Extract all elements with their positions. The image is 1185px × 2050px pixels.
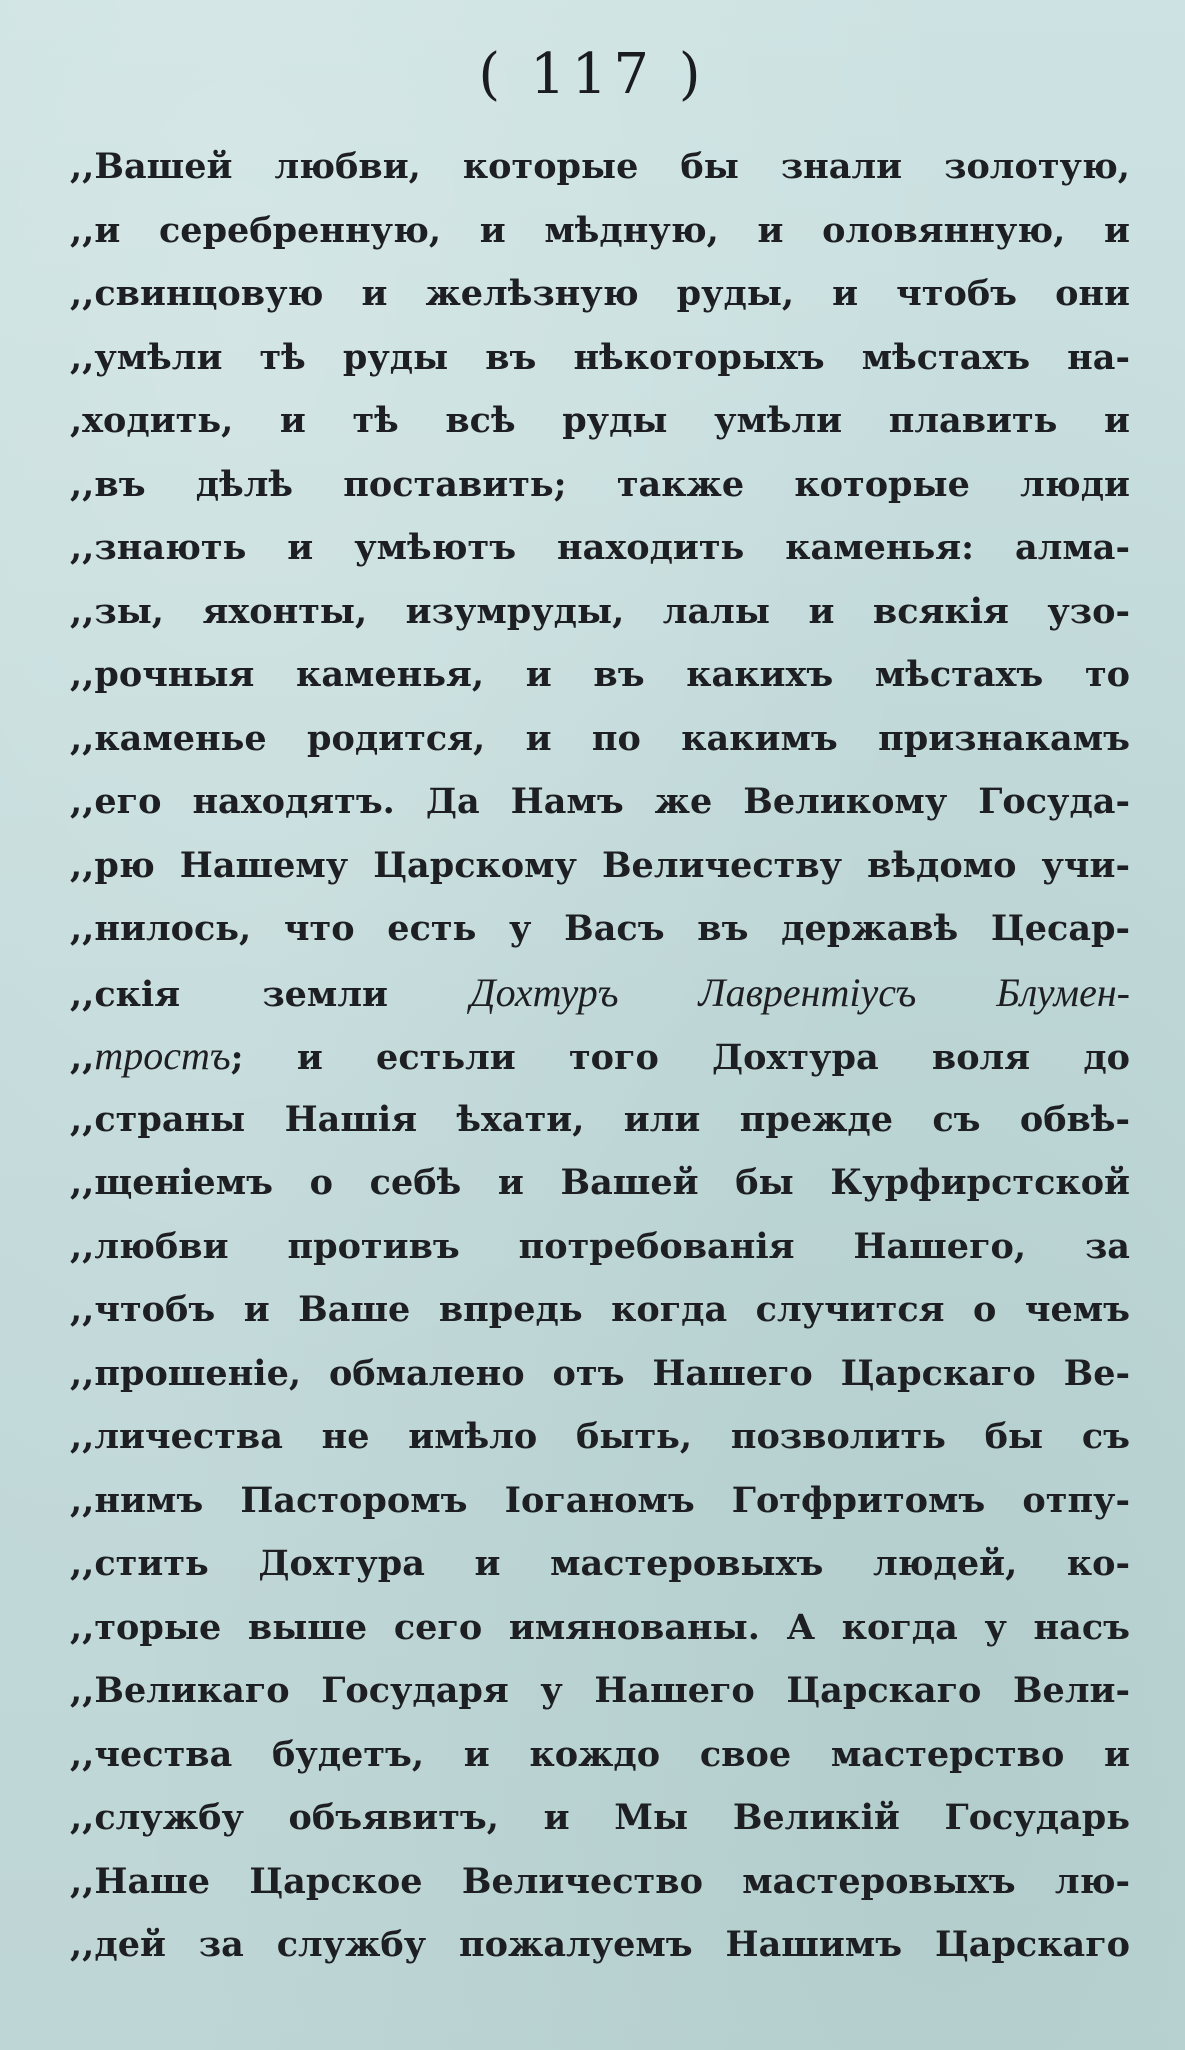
text-line-content: ,ходить, и тѣ всѣ руды умѣли плавить и bbox=[70, 400, 1130, 441]
text-line-content: ,,и серебренную, и мѣдную, и оловянную, и bbox=[70, 209, 1130, 251]
text-line-content: ,,личества не имѣло быть, позволить бы съ bbox=[70, 1416, 1130, 1457]
text-line bbox=[70, 770, 1130, 834]
text-line-content: ,,Наше Царское Величество мастеровыхъ лю- bbox=[70, 1860, 1130, 1902]
text-line bbox=[70, 453, 1130, 517]
text-line bbox=[70, 516, 1130, 580]
text-line-content: ,,нимъ Пасторомъ Іоганомъ Готфритомъ отпу- bbox=[70, 1479, 1130, 1521]
text-line bbox=[70, 1723, 1130, 1787]
text-line bbox=[70, 580, 1130, 644]
text-line bbox=[70, 389, 1130, 453]
text-line bbox=[70, 199, 1130, 263]
text-line bbox=[70, 1659, 1130, 1723]
text-line-content: ,,рю Нашему Царскому Величеству вѣдомо учи- bbox=[70, 844, 1130, 886]
text-line bbox=[70, 897, 1130, 961]
text-line-content: ,,стить Дохтура и мастеровыхъ людей, ко- bbox=[70, 1543, 1130, 1584]
text-line bbox=[70, 1913, 1130, 1977]
text-line-content: ,,Вашей любви, которые бы знали золотую, bbox=[70, 146, 1130, 187]
text-line bbox=[70, 1469, 1130, 1533]
text-line bbox=[70, 1151, 1130, 1215]
text-line-content: ,,любви противъ потребованія Нашего, за bbox=[70, 1225, 1130, 1267]
text-line bbox=[70, 643, 1130, 707]
text-line bbox=[70, 1215, 1130, 1279]
text-line-content: ,,чтобъ и Ваше впредь когда случится о чемъ bbox=[70, 1289, 1130, 1330]
italic-name: Дохтуръ Лаврентіусъ Блумен- bbox=[470, 969, 1130, 1015]
text-line-content: ,,нилось, что есть у Васъ въ державѣ Цесар- bbox=[70, 908, 1130, 949]
text-line bbox=[70, 1278, 1130, 1342]
text-line-content: ,,его находятъ. Да Намъ же Великому Госуда- bbox=[70, 781, 1130, 822]
text-line bbox=[70, 1532, 1130, 1596]
text-line-content: ,,скія земли bbox=[70, 973, 471, 1015]
text-line bbox=[70, 135, 1130, 199]
text-line-content: ,,знають и умѣютъ находить каменья: алма- bbox=[70, 527, 1130, 568]
text-line-content: ,,въ дѣлѣ поставить; также которые люди bbox=[70, 463, 1130, 505]
text-line bbox=[70, 1088, 1130, 1152]
text-line-content: ,,зы, яхонты, изумруды, лалы и всякія узо- bbox=[70, 590, 1130, 632]
body-text bbox=[70, 135, 1130, 1977]
text-line-content: ,,чества будетъ, и кождо свое мастерство и bbox=[70, 1733, 1130, 1775]
page-number: ( 117 ) bbox=[478, 42, 707, 107]
text-line-content: ,,Великаго Государя у Нашего Царскаго Вели- bbox=[70, 1670, 1130, 1711]
text-line-content: ,,службу объявитъ, и Мы Великій Государь bbox=[70, 1797, 1130, 1838]
text-line bbox=[70, 1850, 1130, 1914]
text-line bbox=[70, 1596, 1130, 1660]
text-line-continuation: ; и естьли того Дохтура воля до bbox=[230, 1037, 1130, 1078]
text-line-content: ,,свинцовую и желѣзную руды, и чтобъ они bbox=[70, 273, 1130, 314]
text-line-content: ,,торые выше сего имянованы. А когда у насъ bbox=[70, 1606, 1130, 1648]
text-line bbox=[70, 834, 1130, 898]
text-line-content: ,,дей за службу пожалуемъ Нашимъ Царскаго bbox=[70, 1924, 1130, 1965]
text-line bbox=[70, 707, 1130, 771]
text-line-content: ,,рочныя каменья, и въ какихъ мѣстахъ то bbox=[70, 654, 1130, 695]
text-line-content: ,,прошеніе, обмалено отъ Нашего Царскаго Ве- bbox=[70, 1352, 1130, 1394]
italic-name: тростъ bbox=[94, 1033, 231, 1078]
text-line-content: ,,щеніемъ о себѣ и Вашей бы Курфирстской bbox=[70, 1162, 1130, 1203]
text-line bbox=[70, 326, 1130, 390]
text-line bbox=[70, 1786, 1130, 1850]
text-line-content: ,, bbox=[70, 1037, 95, 1078]
text-line bbox=[70, 262, 1130, 326]
text-line bbox=[70, 1342, 1130, 1406]
text-line-content: ,,умѣли тѣ руды въ нѣкоторыхъ мѣстахъ на- bbox=[70, 336, 1130, 378]
text-line bbox=[70, 961, 1130, 1025]
text-line bbox=[70, 1024, 1130, 1088]
text-line bbox=[70, 1405, 1130, 1469]
text-line-content: ,,каменье родится, и по какимъ признакамъ bbox=[70, 717, 1130, 759]
text-line-content: ,,страны Нашія ѣхати, или прежде съ обвѣ- bbox=[70, 1098, 1130, 1140]
